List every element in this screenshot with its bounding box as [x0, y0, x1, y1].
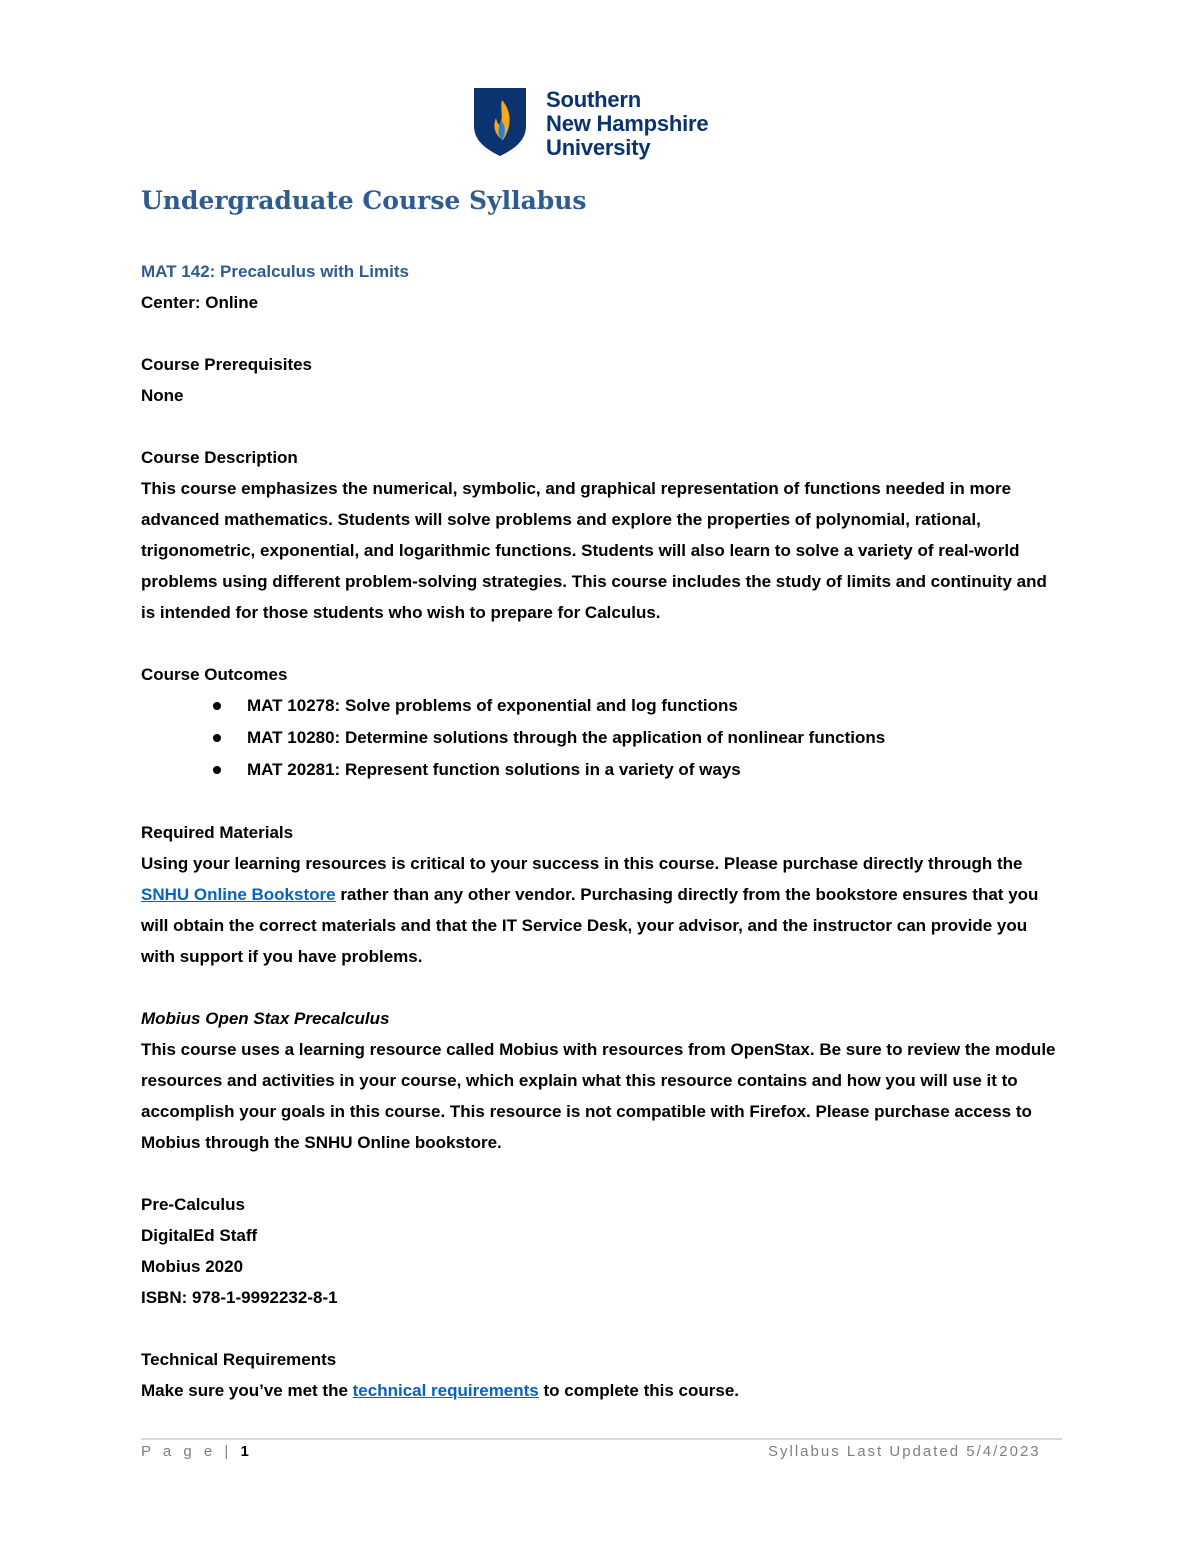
bullet-icon	[213, 766, 221, 774]
book-edition: Mobius 2020	[141, 1257, 244, 1276]
footer-divider	[141, 1438, 1062, 1440]
page-label: P a g e |	[141, 1443, 233, 1460]
bullet-icon	[213, 702, 221, 710]
technical-requirements-link[interactable]: technical requirements	[352, 1381, 539, 1400]
page-title: Undergraduate Course Syllabus	[141, 186, 587, 215]
book-isbn: ISBN: 978-1-9992232-8-1	[141, 1288, 338, 1307]
outcomes-heading: Course Outcomes	[141, 665, 288, 684]
mobius-heading: Mobius Open Stax Precalculus	[141, 1009, 390, 1028]
course-title: MAT 142: Precalculus with Limits	[141, 262, 409, 281]
technical-text-before: Make sure you’ve met the	[141, 1381, 353, 1400]
logo-line-1: Southern	[546, 87, 641, 112]
mobius-text: This course uses a learning resource called Mobius with resources from OpenStax. Be sure to review the module resources and activities in your course, which explain what this resource contains and how you will use it to accomplish your goals in this course. This resource is not compatible with Firefox. Please purchase access to Mobius through the SNHU Online bookstore.	[141, 1040, 1056, 1152]
book-author: DigitalEd Staff	[141, 1226, 258, 1245]
bookstore-link[interactable]: SNHU Online Bookstore	[141, 885, 336, 904]
logo-line-3: University	[546, 135, 651, 160]
syllabus-body	[141, 256, 1056, 1406]
technical-heading: Technical Requirements	[141, 1350, 337, 1369]
course-center: Center: Online	[141, 293, 259, 312]
page-number-label	[141, 1443, 253, 1460]
technical-text	[141, 1375, 1056, 1406]
description-heading: Course Description	[141, 448, 298, 467]
bullet-icon	[213, 734, 221, 742]
list-item	[141, 754, 1056, 786]
page-number: 1	[240, 1443, 253, 1460]
snhu-logo	[472, 86, 732, 164]
description-text: This course emphasizes the numerical, symbolic, and graphical representation of functions needed in more advanced mathematics. Students will solve problems and explore the properties of polynomial, rational, trigonometric, exponential, and logarithmic functions. Students will also learn to solve a variety of real-world problems using different problem-solving strategies. This course includes the study of limits and continuity and is intended for those students who wish to prepare for Calculus.	[141, 479, 1047, 622]
materials-text-before: Using your learning resources is critical to your success in this course. Please purchase directly through the	[141, 854, 1023, 873]
prerequisites-heading: Course Prerequisites	[141, 355, 313, 374]
outcomes-list	[141, 690, 1056, 786]
book-title: Pre-Calculus	[141, 1195, 245, 1214]
materials-heading: Required Materials	[141, 823, 294, 842]
shield-flame-icon	[472, 86, 528, 158]
logo-wordmark	[546, 88, 708, 160]
logo-line-2: New Hampshire	[546, 111, 709, 136]
materials-text	[141, 848, 1056, 972]
outcome-text: MAT 10280: Determine solutions through the application of nonlinear functions	[247, 728, 886, 747]
last-updated: Syllabus Last Updated 5/4/2023	[768, 1443, 1041, 1460]
outcome-text: MAT 20281: Represent function solutions in a variety of ways	[247, 760, 741, 779]
materials-text-after: rather than any other vendor. Purchasing directly from the bookstore ensures that you will obtain the correct materials and that the IT Service Desk, your advisor, and the instructor can provide you with support if you have problems.	[141, 885, 1039, 966]
outcome-text: MAT 10278: Solve problems of exponential and log functions	[247, 696, 738, 715]
list-item	[141, 690, 1056, 722]
prerequisites-text: None	[141, 386, 184, 405]
list-item	[141, 722, 1056, 754]
technical-text-after: to complete this course.	[538, 1381, 740, 1400]
